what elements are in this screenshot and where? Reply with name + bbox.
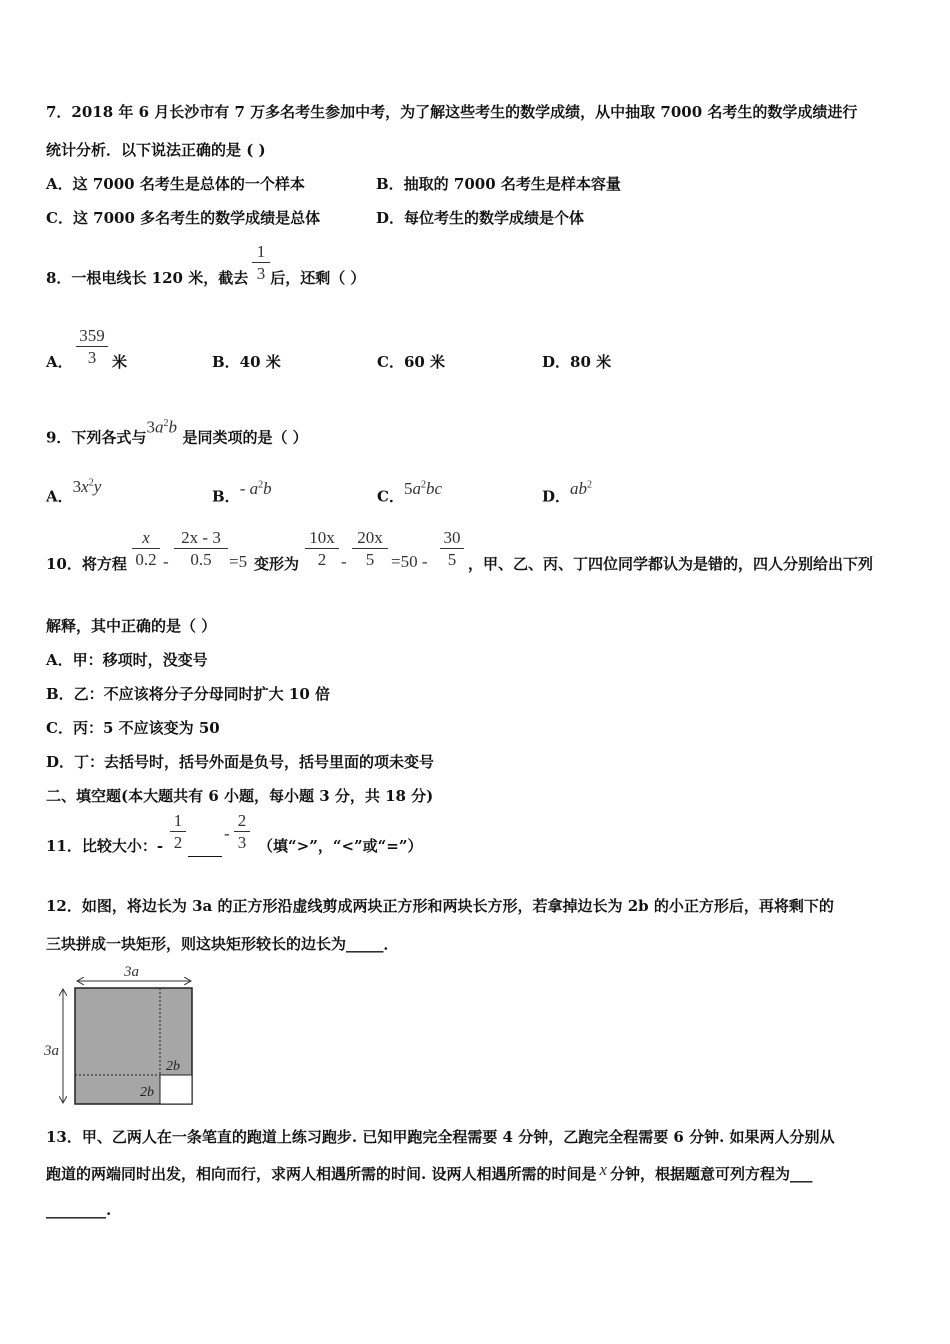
q10-eq2-minus: -	[341, 552, 347, 571]
q10-eq1-num2: 2x - 3	[174, 528, 228, 549]
q9-option-b-expr: - $a^2b$	[239, 478, 272, 498]
q8-option-c: C．60 米	[377, 353, 446, 371]
q8-opt-a-den: 3	[87, 348, 97, 367]
q11-num1: 1	[170, 811, 186, 832]
q9-option-b	[212, 478, 272, 507]
q10-option-b: B．乙：不应该将分子分母同时扩大 10 倍	[46, 685, 330, 703]
q7-option-b: B．抽取的 7000 名考生是样本容量	[376, 175, 621, 193]
q10-eq2-num2: 20x	[352, 528, 388, 549]
q10-suffix: ，甲、乙、丙、丁四位同学都认为是错的，四人分别给出下列	[468, 555, 874, 573]
q10-eq2-frac3	[440, 528, 464, 571]
q11-den2: 3	[237, 833, 247, 852]
q10-line2: 解释，其中正确的是（ ）	[46, 617, 217, 635]
q10-eq1-den2: 0.5	[190, 550, 212, 569]
q13-line2-a: 跑道的两端同时出发，相向而行，求两人相遇所需的时间. 设两人相遇所需的时间是	[46, 1165, 597, 1183]
q8-option-a-fraction	[76, 326, 108, 369]
left-dimension-label: 3a	[44, 1043, 59, 1059]
q9-option-d	[542, 478, 593, 507]
q10-eq2-frac1	[305, 528, 339, 571]
q10-option-a: A．甲：移项时，没变号	[46, 651, 208, 669]
q10-eq1-frac1	[132, 528, 160, 571]
q9-option-d-label: D．	[542, 487, 571, 506]
q10-eq2-mid: =50 -	[391, 552, 428, 571]
q10-mid: 变形为	[254, 555, 300, 573]
q9-option-c-label: C．	[377, 487, 404, 506]
q9-option-a	[46, 476, 102, 507]
q8-frac-num: 1	[252, 242, 270, 263]
q8-option-d: D．80 米	[542, 353, 612, 371]
q10-eq1-rhs: =5	[229, 552, 248, 571]
q10-eq2-frac2	[352, 528, 388, 571]
square-figure	[40, 958, 210, 1114]
q8-opt-a-num: 359	[76, 326, 108, 347]
q13-line3: ________.	[46, 1201, 112, 1219]
q8-option-a-label: A．	[46, 353, 73, 371]
q9-option-a-expr: $3x^2y$	[72, 476, 102, 496]
q13-var: x	[599, 1160, 607, 1179]
q10-option-c: C．丙：5 不应该变为 50	[46, 719, 220, 737]
q8-option-b: B．40 米	[212, 353, 281, 371]
q10-eq2-den3: 5	[447, 550, 457, 569]
q9-option-c-expr: $5a^2bc$	[403, 478, 442, 498]
q13-line1: 13．甲、乙两人在一条笔直的跑道上练习跑步. 已知甲跑完全程需要 4 分钟，乙跑完全程需要 6 分钟. 如果两人分别从	[46, 1128, 835, 1146]
q7-line1: 7．2018 年 6 月长沙市有 7 万多名考生参加中考，为了解这些考生的数学成绩，从中抽取 7000 名考生的数学成绩进行	[46, 103, 858, 121]
q10-eq2-den1: 2	[317, 550, 327, 569]
q11-prefix: 11．比较大小：-	[46, 837, 164, 855]
q8-option-a-unit: 米	[112, 353, 128, 371]
square-diagram	[40, 958, 210, 1110]
q10-eq2-den2: 5	[365, 550, 375, 569]
q11-blank	[188, 836, 222, 857]
q11-frac1	[170, 811, 186, 854]
q10-eq2-num3: 30	[440, 528, 464, 549]
q9-suffix: 是同类项的是（ ）	[182, 428, 308, 447]
q9-option-b-label: B．	[212, 487, 240, 506]
q8-stem	[46, 268, 365, 288]
q9-term: $3a^2b$	[146, 417, 177, 437]
q13-line2	[46, 1160, 813, 1184]
q9-option-a-label: A．	[46, 487, 73, 506]
q10-option-d: D．丁：去括号时，括号外面是负号，括号里面的项未变号	[46, 753, 435, 771]
q13-line2-b: 分钟，根据题意可列方程为___	[610, 1165, 813, 1183]
section2-heading: 二、填空题(本大题共有 6 小题，每小题 3 分，共 18 分)	[46, 787, 434, 805]
q12-line2: 三块拼成一块矩形，则这块矩形较长的边长为_____．	[46, 935, 399, 953]
label-2b-vertical: 2b	[166, 1059, 180, 1074]
q9-option-c	[377, 478, 442, 507]
q11-frac2	[234, 811, 250, 854]
q9-option-d-expr: $ab^2$	[570, 478, 593, 498]
top-dimension-label: 3a	[124, 964, 139, 980]
q10-eq1-den1: 0.2	[135, 550, 157, 569]
q9-prefix: 9．下列各式与	[46, 428, 147, 447]
q7-line2: 统计分析．以下说法正确的是 ( )	[46, 141, 266, 159]
q7-option-d: D．每位考生的数学成绩是个体	[376, 209, 585, 227]
q8-suffix: 后，还剩（ ）	[270, 269, 366, 287]
label-2b-horizontal: 2b	[140, 1085, 154, 1100]
q11-suffix: （填“>”，“<”或“=”）	[258, 837, 423, 855]
q11-num2: 2	[234, 811, 250, 832]
q9-stem	[46, 417, 308, 448]
q10-eq1-num1: x	[132, 528, 160, 549]
q12-line1: 12．如图，将边长为 3a 的正方形沿虚线剪成两块正方形和两块长方形，若拿掉边长为 2b 的小正方形后，再将剩下的	[46, 897, 834, 915]
q11-den1: 2	[173, 833, 183, 852]
q8-frac-den: 3	[256, 264, 266, 283]
q10-prefix: 10．将方程	[46, 555, 127, 573]
q8-prefix: 8．一根电线长 120 米，截去	[46, 269, 249, 287]
q10-eq1-frac2	[174, 528, 228, 571]
small-square-removed	[160, 1075, 192, 1104]
q7-option-a: A．这 7000 名考生是总体的一个样本	[46, 175, 305, 193]
q10-eq2-num1: 10x	[305, 528, 339, 549]
q10-eq1-minus: -	[163, 552, 169, 571]
q11-minus2: -	[224, 824, 230, 843]
q8-fraction	[252, 242, 270, 285]
q7-option-c: C．这 7000 多名考生的数学成绩是总体	[46, 209, 321, 227]
